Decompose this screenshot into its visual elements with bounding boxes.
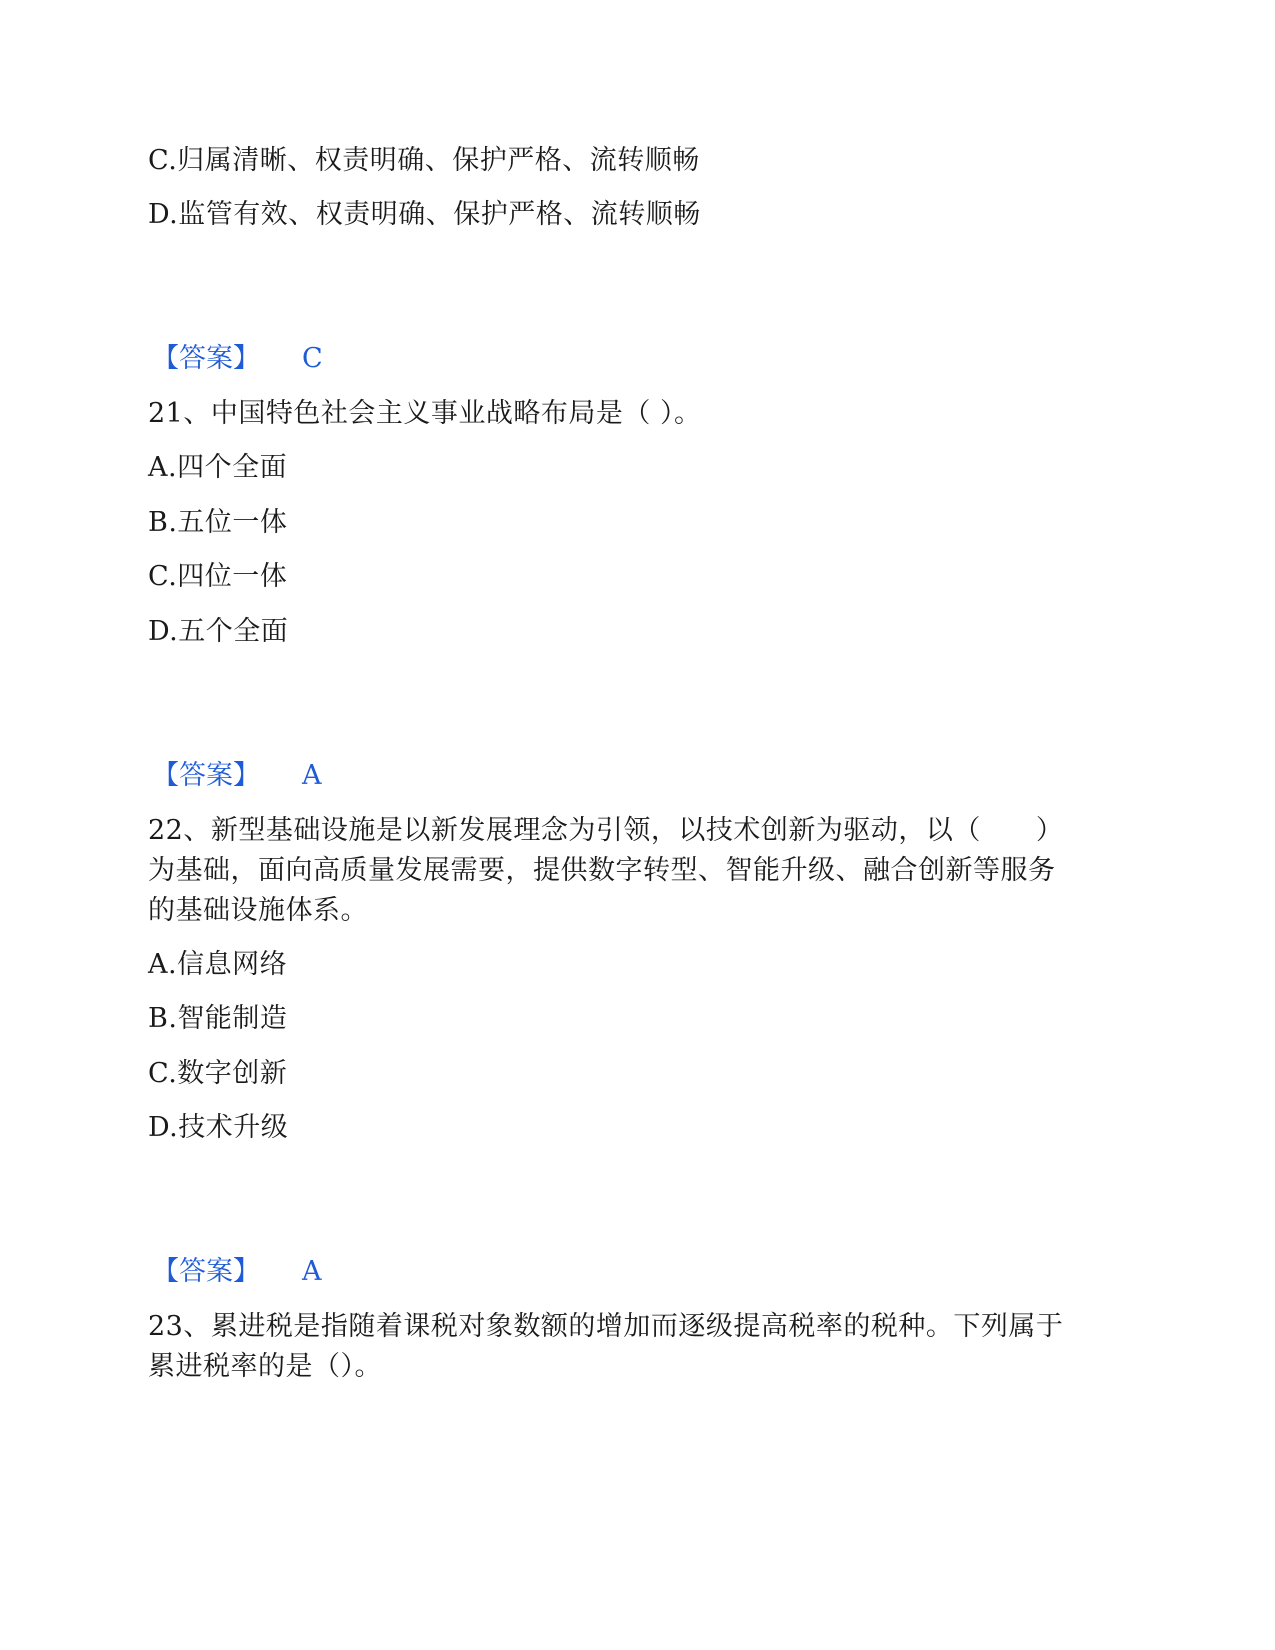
q21-option-d: D.五个全面 [148, 616, 289, 647]
q22-option-b: B.智能制造 [148, 1003, 288, 1034]
q22-option-c: C.数字创新 [148, 1058, 288, 1089]
q22-stem-line-1: 22、新型基础设施是以新发展理念为引领，以技术创新为驱动，以（ ） [148, 815, 1064, 846]
q20-answer [152, 338, 323, 379]
answer-value: C [302, 343, 323, 374]
q22-option-a: A.信息网络 [148, 949, 288, 980]
q22-stem-line-3: 的基础设施体系。 [148, 895, 368, 926]
q20-option-c: C.归属清晰、权责明确、保护严格、流转顺畅 [148, 145, 700, 176]
q22-stem-line-2: 为基础，面向高质量发展需要，提供数字转型、智能升级、融合创新等服务 [148, 855, 1056, 886]
answer-label: 【答案】 [152, 1256, 260, 1287]
answer-value: A [302, 1256, 322, 1287]
q22-option-d: D.技术升级 [148, 1112, 289, 1143]
q21-answer [152, 755, 322, 796]
q23-stem-line-1: 23、累进税是指随着课税对象数额的增加而逐级提高税率的税种。下列属于 [148, 1311, 1064, 1342]
q21-stem: 21、中国特色社会主义事业战略布局是（ ）。 [148, 398, 702, 429]
q20-option-d: D.监管有效、权责明确、保护严格、流转顺畅 [148, 199, 701, 230]
answer-label: 【答案】 [152, 343, 260, 374]
q21-option-a: A.四个全面 [148, 452, 288, 483]
answer-value: A [302, 760, 322, 791]
q23-stem-line-2: 累进税率的是（）。 [148, 1351, 382, 1382]
answer-label: 【答案】 [152, 760, 260, 791]
q22-answer [152, 1251, 322, 1292]
q21-option-b: B.五位一体 [148, 507, 288, 538]
q21-option-c: C.四位一体 [148, 561, 288, 592]
